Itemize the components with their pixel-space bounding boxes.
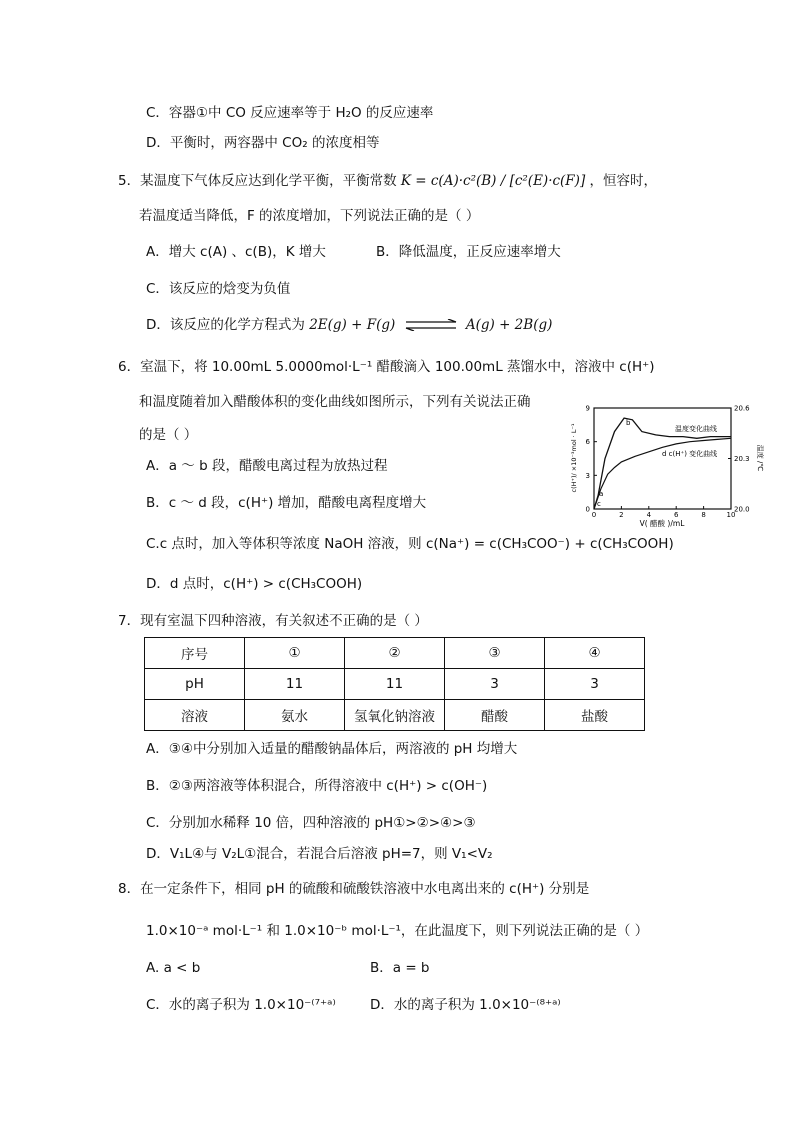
q8-option-b: B．a = b — [370, 960, 430, 976]
q8-stem-line2: 1.0×10⁻ᵃ mol·L⁻¹ 和 1.0×10⁻ᵇ mol·L⁻¹，在此温度下，则下列说法正确的是（ ） — [146, 923, 649, 939]
table-cell: 溶液 — [145, 700, 245, 731]
q4-option-c: C．容器①中 CO 反应速率等于 H₂O 的反应速率 — [146, 105, 434, 121]
table-row — [145, 669, 645, 700]
table-cell: 盐酸 — [545, 700, 645, 731]
q7-stem: 7．现有室温下四种溶液，有关叙述不正确的是（ ） — [118, 613, 428, 629]
q6-option-c: C.c 点时，加入等体积等浓度 NaOH 溶液，则 c(Na⁺) = c(CH₃COO⁻) + c(CH₃COOH) — [146, 536, 674, 552]
table-cell: 3 — [445, 669, 545, 700]
q4-option-d: D．平衡时，两容器中 CO₂ 的浓度相等 — [146, 135, 380, 151]
y-right-label: 温度 /℃ — [756, 444, 764, 472]
q6-stem-line1: 6．室温下，将 10.00mL 5.0000mol·L⁻¹ 醋酸滴入 100.00mL 蒸馏水中，溶液中 c(H⁺) — [118, 359, 655, 375]
y-left-tick-label: 0 — [585, 505, 590, 514]
y-right-tick-label: 20.0 — [734, 505, 750, 514]
table-row — [145, 700, 645, 731]
q7-table — [144, 637, 645, 731]
q7-option-a: A．③④中分别加入适量的醋酸钠晶体后，两溶液的 pH 均增大 — [146, 741, 518, 757]
point-label-c: c — [597, 500, 601, 508]
y-left-tick-label: 3 — [585, 471, 590, 480]
q5-stem-line1 — [118, 172, 657, 190]
table-cell: 序号 — [145, 638, 245, 669]
table-cell: ④ — [545, 638, 645, 669]
x-tick-label: 2 — [619, 511, 624, 519]
point-label-b: b — [626, 419, 631, 427]
table-cell: ① — [245, 638, 345, 669]
q6-stem-line2: 和温度随着加入醋酸体积的变化曲线如图所示，下列有关说法正确 — [139, 394, 531, 410]
table-row — [145, 638, 645, 669]
point-label-a: a — [599, 490, 604, 498]
q5-stem-text: 5．某温度下气体反应达到化学平衡，平衡常数 — [118, 173, 397, 189]
q5-stem-line2: 若温度适当降低，F 的浓度增加，下列说法正确的是（ ） — [139, 208, 480, 224]
x-tick-label: 0 — [591, 511, 597, 519]
table-cell: pH — [145, 669, 245, 700]
x-tick-label: 4 — [646, 511, 652, 519]
q5-option-a: A．增大 c(A) 、c(B)，K 增大 — [146, 244, 326, 260]
y-right-tick-label: 20.3 — [734, 455, 750, 463]
q8-stem-line1: 8．在一定条件下，相同 pH 的硫酸和硫酸铁溶液中水电离出来的 c(H⁺) 分别是 — [118, 881, 590, 897]
table-cell: ③ — [445, 638, 545, 669]
q5-option-d-label: D．该反应的化学方程式为 — [146, 317, 305, 333]
h-concentration-curve — [594, 438, 731, 509]
plot-frame — [594, 408, 731, 509]
x-tick-label: 10 — [726, 511, 736, 519]
legend-h-concentration: d c(H⁺) 变化曲线 — [662, 450, 718, 458]
legend-temperature: 温度变化曲线 — [675, 425, 717, 433]
q8-option-a: A. a < b — [146, 960, 201, 976]
table-cell: 醋酸 — [445, 700, 545, 731]
x-tick-label: 8 — [701, 511, 706, 519]
q6-option-b: B．c ～ d 段，c(H⁺) 增加，醋酸电离程度增大 — [146, 495, 427, 511]
table-cell: 氨水 — [245, 700, 345, 731]
q5-option-b: B．降低温度，正反应速率增大 — [376, 244, 561, 260]
q5-stem-tail: ，恒容时， — [589, 173, 658, 189]
q7-option-c: C．分别加水稀释 10 倍，四种溶液的 pH①>②>④>③ — [146, 815, 476, 831]
x-axis-label: V( 醋酸 )/mL — [639, 519, 685, 528]
q6-option-d: D．d 点时，c(H⁺) > c(CH₃COOH) — [146, 576, 363, 592]
q7-option-b: B．②③两溶液等体积混合，所得溶液中 c(H⁺) > c(OH⁻) — [146, 778, 488, 794]
q6-stem-line3: 的是（ ） — [139, 427, 198, 443]
q5-option-c: C．该反应的焓变为负值 — [146, 281, 291, 297]
q7-option-d: D．V₁L④与 V₂L①混合，若混合后溶液 pH=7，则 V₁<V₂ — [146, 846, 493, 862]
y-right-tick-label: 20.6 — [734, 404, 750, 413]
q8-option-c: C．水的离子积为 1.0×10⁻⁽⁷⁺ᵃ⁾ — [146, 997, 336, 1013]
q6-option-a: A．a ～ b 段，醋酸电离过程为放热过程 — [146, 458, 388, 474]
equilibrium-arrow-icon — [404, 319, 458, 331]
table-cell: 11 — [245, 669, 345, 700]
q5-k-formula: K = c(A)·c²(B) / [c²(E)·c(F)] — [400, 173, 586, 189]
x-tick-label: 6 — [673, 511, 679, 519]
table-cell: 11 — [345, 669, 445, 700]
table-cell: 3 — [545, 669, 645, 700]
q5-equation-left: 2E(g) + F(g) — [309, 317, 396, 333]
y-left-tick-label: 6 — [585, 438, 590, 447]
table-cell: ② — [345, 638, 445, 669]
q5-equation-right: A(g) + 2B(g) — [465, 317, 553, 333]
y-left-label: c(H⁺)/ ×10⁻³mol · L⁻¹ — [570, 423, 578, 493]
q5-option-d — [146, 316, 552, 334]
q6-chart — [562, 398, 774, 532]
table-cell: 氢氧化钠溶液 — [345, 700, 445, 731]
q8-option-d: D．水的离子积为 1.0×10⁻⁽⁸⁺ᵃ⁾ — [370, 997, 561, 1013]
y-left-tick-label: 9 — [585, 404, 590, 413]
